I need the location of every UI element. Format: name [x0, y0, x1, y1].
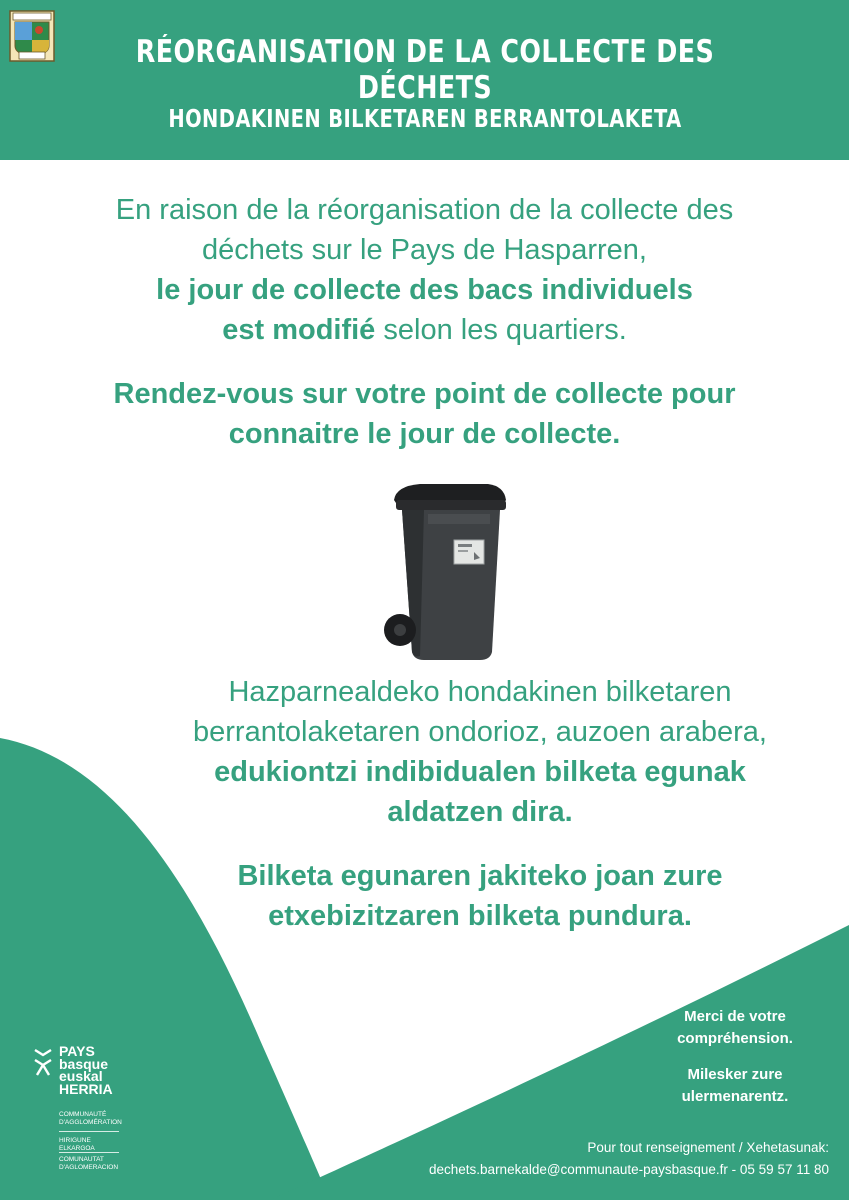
intro-eu-line3: edukiontzi indibidualen bilketa egunak [214, 756, 746, 788]
pays-basque-logo-icon [33, 1047, 55, 1077]
cta-eu [130, 856, 830, 936]
cta-fr-line1: Rendez-vous sur votre point de collecte pour [113, 378, 736, 410]
logo-line1: PAYS [59, 1043, 95, 1059]
logo-wordmark [59, 1045, 159, 1095]
intro-eu [130, 672, 830, 832]
logo-sub-fr [59, 1111, 159, 1126]
logo-sub2a: HIRIGUNE [59, 1137, 91, 1144]
contact-label: Pour tout renseignement / Xehetasunak: [587, 1140, 829, 1155]
logo-sub-oc [59, 1156, 159, 1171]
page-title-fr: RÉORGANISATION DE LA COLLECTE DES DÉCHETS [135, 34, 715, 106]
cta-fr [40, 374, 809, 454]
cta-eu-line2: etxebizitzaren bilketa pundura. [268, 900, 692, 932]
intro-fr-line2: déchets sur le Pays de Hasparren, [202, 234, 647, 266]
intro-eu-line2: berrantolaketaren ondorioz, auzoen arabera, [193, 716, 767, 748]
logo-divider [59, 1152, 119, 1153]
thanks-fr-line1: Merci de votre [684, 1008, 786, 1025]
thanks-eu-line2: ulermenarentz. [681, 1088, 789, 1105]
intro-fr-line4-tail: selon les quartiers. [375, 314, 627, 346]
logo-sub1a: COMMUNAUTÉ [59, 1111, 107, 1118]
intro-fr-line3: le jour de collecte des bacs individuels [156, 274, 693, 306]
contact-email[interactable]: dechets.barnekalde@communaute-paysbasque.fr [429, 1162, 728, 1177]
intro-fr-line1: En raison de la réorganisation de la collecte des [115, 194, 734, 226]
logo-sub1b: D'AGGLOMÉRATION [59, 1118, 122, 1126]
header-banner [0, 0, 849, 160]
wheelie-bin-icon [380, 480, 510, 665]
cta-fr-line2: connaitre le jour de collecte. [228, 418, 621, 450]
thanks-fr-line2: compréhension. [677, 1030, 793, 1047]
intro-eu-line1: Hazparnealdeko hondakinen bilketaren [228, 676, 732, 708]
logo-sub3a: COMUNAUTAT [59, 1156, 104, 1163]
logo-line4: HERRIA [59, 1080, 113, 1097]
intro-fr [40, 190, 809, 350]
contact-phone[interactable]: 05 59 57 11 80 [739, 1162, 829, 1177]
logo-sub3b: D'AGLOMERACION [59, 1163, 119, 1171]
page-title-eu: HONDAKINEN BILKETAREN BERRANTOLAKETA [168, 104, 682, 133]
logo-line3: euskal [59, 1068, 103, 1084]
contact-separator: - [727, 1162, 740, 1177]
logo-divider [59, 1131, 119, 1132]
logo-line2: basque [59, 1055, 109, 1072]
cta-eu-line1: Bilketa egunaren jakiteko joan zure [237, 860, 723, 892]
thanks-fr [640, 1006, 830, 1050]
town-crest-icon [9, 10, 55, 62]
logo-sub2b: ELKARGOA [59, 1144, 95, 1152]
intro-fr-line4-bold: est modifié [222, 314, 376, 346]
thanks-eu-line1: Milesker zure [687, 1066, 783, 1083]
intro-eu-line4: aldatzen dira. [387, 796, 573, 828]
contact-line [309, 1160, 829, 1180]
logo-sub-eu [59, 1137, 159, 1152]
thanks-eu [640, 1064, 830, 1108]
